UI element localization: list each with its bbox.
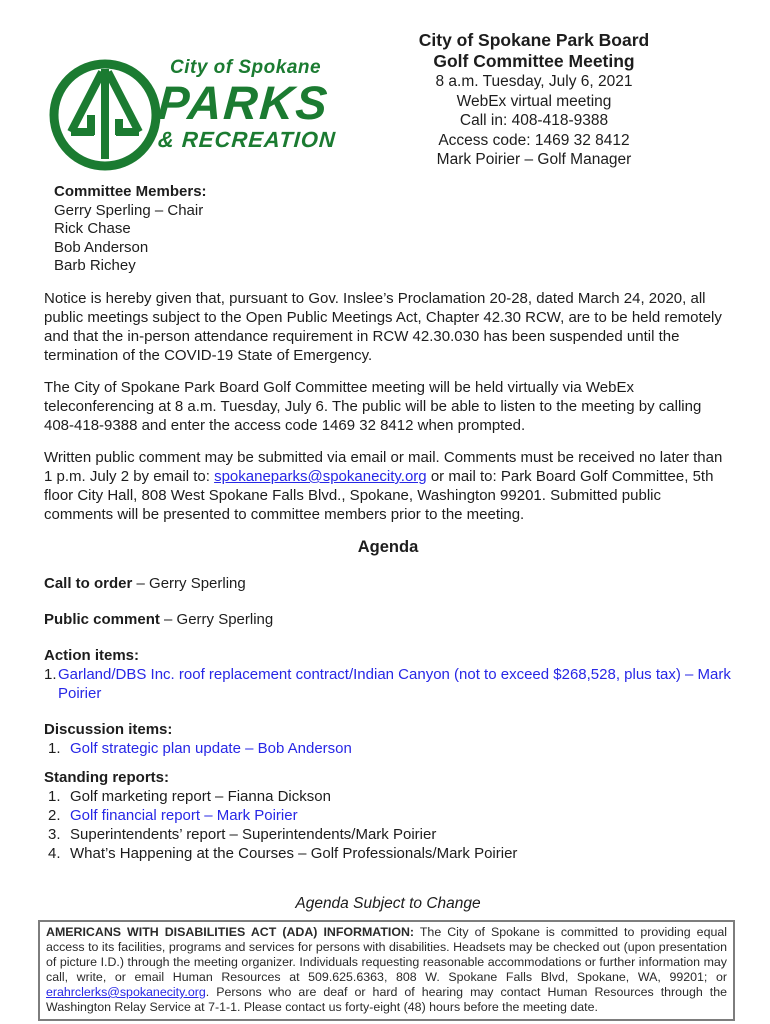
meeting-access-code: Access code: 1469 32 8412	[438, 131, 630, 149]
action-item	[44, 665, 732, 703]
ada-information-box	[38, 920, 735, 1021]
standing-report-item	[44, 844, 732, 863]
committee-member: Rick Chase	[54, 220, 131, 238]
standing-item-number: 3.	[48, 825, 61, 843]
call-to-order-line	[44, 574, 732, 593]
discussion-item	[44, 739, 732, 758]
discussion-item-number: 1.	[48, 739, 61, 757]
ada-heading: AMERICANS WITH DISABILITIES ACT (ADA) INFORMATION:	[46, 924, 415, 939]
notice-paragraph-1: Notice is hereby given that, pursuant to Gov. Inslee’s Proclamation 20-28, dated March 24, 2020, all public meetings subject to the Open Public Meetings Act, Chapter 42.30 RCW, are to be held remotely and that the in-person attendance requirement in RCW 42.30.030 has been suspended until the termination of the COVID-19 State of Emergency.	[44, 289, 722, 364]
public-comment-person: – Gerry Sperling	[159, 610, 274, 628]
agenda-subject-to-change: Agenda Subject to Change	[295, 894, 481, 912]
standing-item-text: Golf marketing report – Fianna Dickson	[70, 787, 331, 805]
spokaneparks-email-link[interactable]: spokaneparks@spokanecity.org	[214, 467, 427, 485]
logo-word-parks: PARKS	[156, 76, 331, 129]
committee-member: Gerry Sperling – Chair	[54, 201, 204, 219]
standing-report-item	[44, 825, 732, 844]
standing-report-item	[44, 787, 732, 806]
logo-word-recreation: & RECREATION	[157, 127, 337, 152]
committee-member: Barb Richey	[54, 257, 136, 275]
meeting-title-line1: City of Spokane Park Board	[418, 30, 650, 50]
erahrclerks-email-link[interactable]: erahrclerks@spokanecity.org	[46, 984, 206, 999]
discussion-item-link[interactable]: Golf strategic plan update – Bob Anderson	[70, 739, 352, 757]
parks-logo-text	[158, 58, 336, 151]
meeting-title-line2: Golf Committee Meeting	[433, 51, 635, 71]
committee-member: Bob Anderson	[54, 238, 149, 256]
standing-item-text: What’s Happening at the Courses – Golf Professionals/Mark Poirier	[70, 844, 518, 862]
call-to-order-label: Call to order	[44, 574, 133, 592]
call-to-order-person: – Gerry Sperling	[132, 574, 246, 592]
parks-tree-icon	[44, 55, 166, 177]
standing-item-text: Superintendents’ report – Superintendents/Mark Poirier	[70, 825, 437, 843]
notice-paragraph-2: The City of Spokane Park Board Golf Committee meeting will be held virtually via WebEx teleconferencing at 8 a.m. Tuesday, July 6. The public will be able to listen to the meeting by calling 408-418-9388 and enter the access code 1469 32 8412 when prompted.	[44, 378, 702, 434]
masthead	[44, 30, 732, 178]
notice-paragraph-3	[44, 448, 732, 524]
meeting-call-in: Call in: 408-418-9388	[459, 112, 609, 129]
meeting-manager: Mark Poirier – Golf Manager	[436, 151, 632, 168]
action-item-number: 1.	[44, 665, 57, 683]
public-comment-label: Public comment	[44, 610, 160, 628]
discussion-items-heading: Discussion items:	[44, 720, 173, 738]
golf-financial-report-link[interactable]: Golf financial report – Mark Poirier	[70, 806, 298, 824]
standing-reports-heading: Standing reports:	[44, 768, 170, 786]
committee-members	[54, 183, 732, 276]
action-item-link[interactable]: Garland/DBS Inc. roof replacement contract/Indian Canyon (not to exceed $268,528, plus tax) – Mark Poirier	[58, 665, 731, 702]
public-comment-line	[44, 610, 732, 629]
meeting-header	[358, 30, 710, 170]
standing-reports-list	[44, 787, 732, 863]
ada-text-before-link: The City of Spokane is committed to providing equal access to its facilities, programs and services for persons with disabilities. Headsets may be checked out (upon presentation of picture I.D.) through the meeting organizer. Individuals requesting reasonable accommodations or further information may call, write, or email Human Resources at 509.625.6363, 808 W. Spokane Falls Blvd, Spokane, WA, 99201; or	[46, 924, 727, 984]
agenda-heading: Agenda	[357, 537, 419, 556]
logo-tagline: City of Spokane	[170, 57, 322, 78]
notice-3-text-before: Written public comment may be submitted via email or mail. Comments must be received no later than 1 p.m. July 2 by email to:	[44, 448, 723, 485]
standing-item-number: 4.	[48, 844, 61, 862]
standing-report-item	[44, 806, 732, 825]
meeting-datetime: 8 a.m. Tuesday, July 6, 2021	[435, 73, 633, 90]
notice-3-text-after: or mail to: Park Board Golf Committee, 5th floor City Hall, 808 West Spokane Falls Blvd., Spokane, Washington 99201. Submitted public comments will be presented to committee members prior to the meeting.	[44, 467, 714, 523]
action-items-heading: Action items:	[44, 646, 140, 664]
action-items-list	[44, 665, 732, 703]
meeting-type: WebEx virtual meeting	[456, 92, 612, 110]
ada-text-after-link: . Persons who are deaf or hard of hearing may contact Human Resources through the Washington Relay Service at 7-1-1. Please contact us forty-eight (48) hours before the meeting date.	[46, 984, 727, 1014]
committee-heading: Committee Members:	[54, 183, 207, 200]
standing-item-number: 2.	[48, 806, 61, 824]
discussion-items-list	[44, 739, 732, 758]
standing-item-number: 1.	[48, 787, 61, 805]
